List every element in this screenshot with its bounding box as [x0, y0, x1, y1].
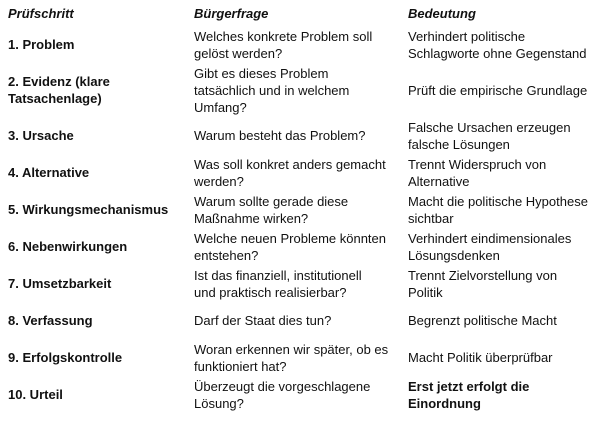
- question-cell: [186, 265, 400, 302]
- question-cell-line: funktioniert hat?: [194, 358, 287, 374]
- question-cell: [186, 154, 400, 191]
- meaning-cell-line: Verhindert eindimensionales: [408, 230, 572, 246]
- step-cell-line: 6. Nebenwirkungen: [8, 239, 128, 254]
- table-row: [0, 228, 605, 265]
- header-row: [0, 0, 605, 26]
- meaning-cell-line: Macht die politische Hypothese: [408, 193, 588, 209]
- question-cell-line: tatsächlich und in welchem: [194, 82, 350, 98]
- step-cell-line: 10. Urteil: [8, 387, 63, 402]
- question-cell-line: Umfang?: [194, 99, 247, 115]
- question-cell-line: Warum sollte gerade diese: [194, 193, 349, 209]
- meaning-cell: [400, 228, 605, 265]
- question-cell: [186, 63, 400, 117]
- step-cell-line: 5. Wirkungsmechanismus: [8, 202, 169, 217]
- step-cell-line: 4. Alternative: [8, 165, 90, 180]
- table-row: [0, 154, 605, 191]
- step-cell: [0, 63, 186, 117]
- table-row: [0, 63, 605, 117]
- table-row: [0, 265, 605, 302]
- question-cell-line: Darf der Staat dies tun?: [194, 313, 332, 328]
- table-row: [0, 26, 605, 63]
- step-cell: [0, 117, 186, 154]
- meaning-cell-line: falsche Lösungen: [408, 136, 510, 152]
- meaning-cell: [400, 26, 605, 63]
- question-cell-line: entstehen?: [194, 247, 259, 263]
- step-cell: [0, 191, 186, 228]
- step-cell: [0, 265, 186, 302]
- meaning-cell-line: Lösungsdenken: [408, 247, 500, 263]
- step-cell: [0, 376, 186, 413]
- step-cell: [0, 26, 186, 63]
- header-buergerfrage: Bürgerfrage: [194, 6, 269, 21]
- step-cell-line: 1. Problem: [8, 37, 75, 52]
- question-cell-line: Welche neuen Probleme könnten: [194, 230, 386, 246]
- meaning-cell-line: Prüft die empirische Grundlage: [408, 82, 588, 98]
- step-cell: [0, 302, 186, 339]
- meaning-cell-line: Trennt Zielvorstellung von: [408, 267, 558, 283]
- meaning-cell: [400, 265, 605, 302]
- question-cell-line: und praktisch realisierbar?: [194, 284, 347, 300]
- table-row: [0, 117, 605, 154]
- step-cell-line: 9. Erfolgskontrolle: [8, 350, 123, 365]
- question-cell-line: Überzeugt die vorgeschlagene: [194, 378, 371, 394]
- step-cell-line: 8. Verfassung: [8, 313, 93, 328]
- table-header: [0, 0, 605, 26]
- question-cell-line: Maßnahme wirken?: [194, 210, 309, 226]
- table-row: [0, 302, 605, 339]
- meaning-cell: [400, 339, 605, 376]
- table-body: [0, 26, 605, 413]
- meaning-cell-line: Erst jetzt erfolgt die: [408, 378, 530, 394]
- question-cell-line: Gibt es dieses Problem: [194, 65, 329, 81]
- question-cell-line: werden?: [194, 173, 244, 189]
- meaning-cell-line: Einordnung: [408, 395, 481, 411]
- meaning-cell-line: Begrenzt politische Macht: [408, 313, 557, 328]
- step-cell-line: 2. Evidenz (klare: [8, 74, 110, 89]
- question-cell: [186, 26, 400, 63]
- question-cell-line: Warum besteht das Problem?: [194, 128, 366, 143]
- question-cell: [186, 376, 400, 413]
- table-row: [0, 191, 605, 228]
- meaning-cell: [400, 376, 605, 413]
- meaning-cell-line: Alternative: [408, 173, 470, 189]
- meaning-cell: [400, 117, 605, 154]
- meaning-cell-line: Macht Politik überprüfbar: [408, 350, 553, 365]
- meaning-cell-line: Schlagworte ohne Gegenstand: [408, 45, 587, 61]
- step-cell: [0, 339, 186, 376]
- meaning-cell-line: Politik: [408, 284, 443, 300]
- question-cell-line: Was soll konkret anders gemacht: [194, 156, 386, 172]
- question-cell: [186, 339, 400, 376]
- step-cell-line: 7. Umsetzbarkeit: [8, 276, 112, 291]
- meaning-cell-line: sichtbar: [408, 210, 454, 226]
- step-cell: [0, 154, 186, 191]
- meaning-cell-line: Falsche Ursachen erzeugen: [408, 119, 571, 135]
- question-cell-line: Welches konkrete Problem soll: [194, 28, 373, 44]
- meaning-cell-line: Trennt Widerspruch von: [408, 156, 547, 172]
- header-pruefschritt: Prüfschritt: [8, 6, 74, 21]
- question-cell: [186, 191, 400, 228]
- meaning-cell-line: Verhindert politische: [408, 28, 526, 44]
- question-cell-line: Woran erkennen wir später, ob es: [194, 341, 389, 357]
- table-row: [0, 339, 605, 376]
- question-cell-line: Lösung?: [194, 395, 244, 411]
- header-bedeutung: Bedeutung: [408, 6, 476, 21]
- meaning-cell: [400, 154, 605, 191]
- step-cell-line: 3. Ursache: [8, 128, 74, 143]
- meaning-cell: [400, 63, 605, 117]
- step-cell-line: Tatsachenlage): [8, 91, 102, 106]
- step-cell: [0, 228, 186, 265]
- question-cell-line: gelöst werden?: [194, 45, 283, 61]
- question-cell: [186, 117, 400, 154]
- meaning-cell: [400, 302, 605, 339]
- question-cell-line: Ist das finanziell, institutionell: [194, 267, 362, 283]
- question-cell: [186, 302, 400, 339]
- meaning-cell: [400, 191, 605, 228]
- table-row: [0, 376, 605, 413]
- question-cell: [186, 228, 400, 265]
